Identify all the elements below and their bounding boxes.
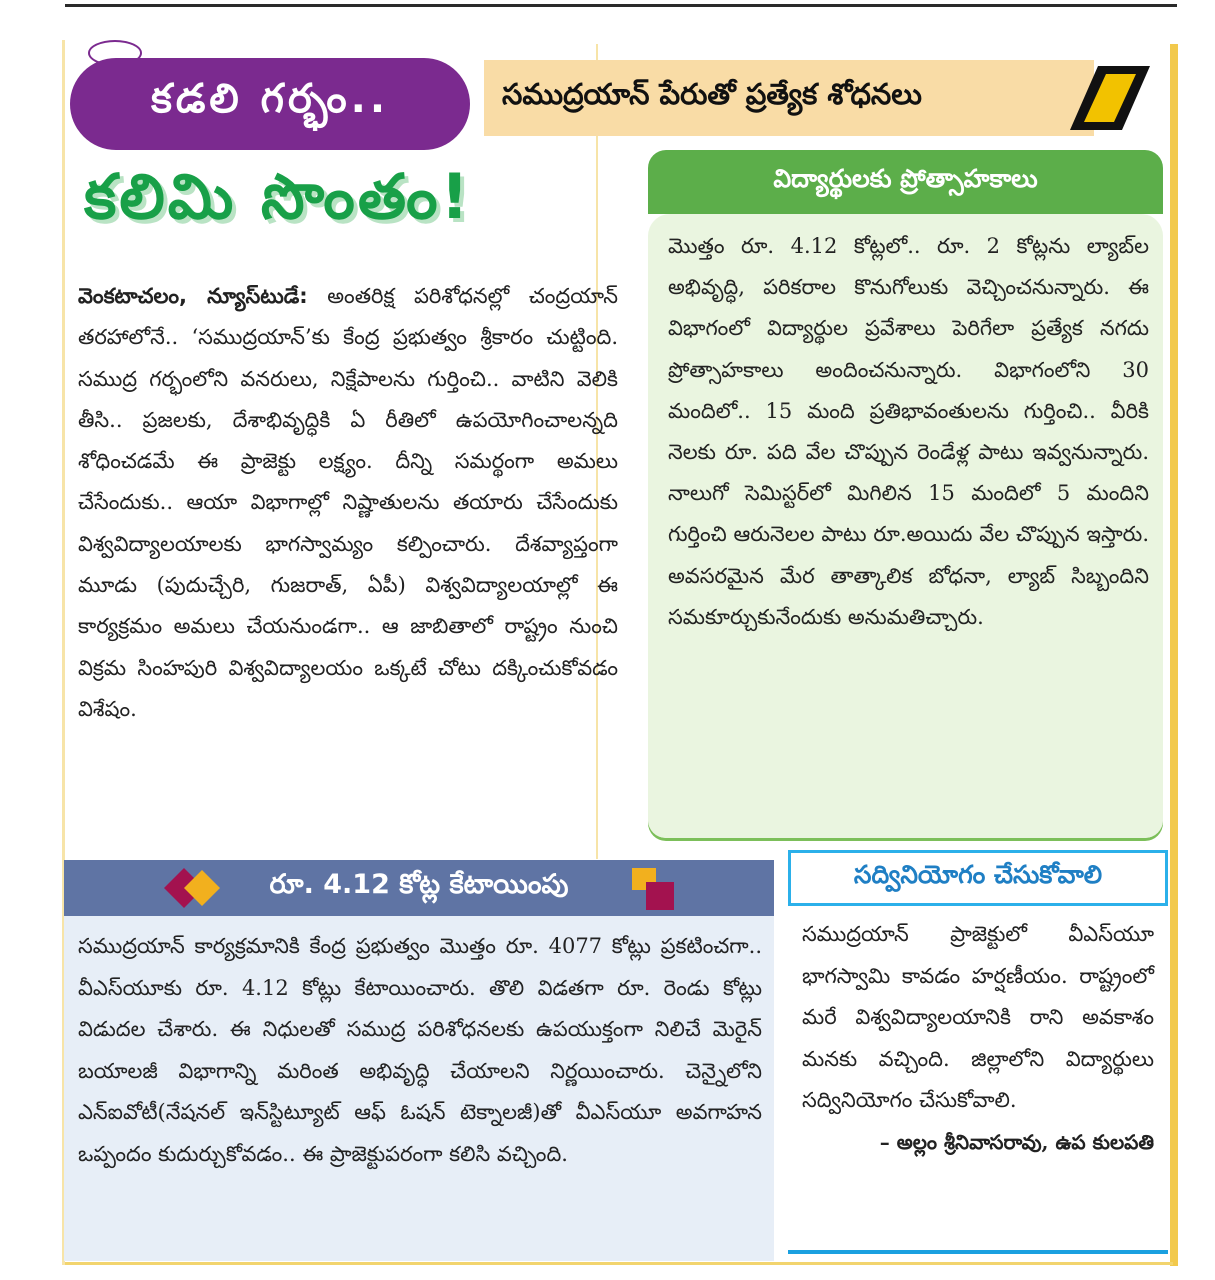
top-rule [65,4,1177,7]
diamond-decoration-icon [160,866,224,910]
quote-text [788,906,1168,1163]
headline: కలిమి సొంతం! [84,160,472,233]
bottom-rule [65,1262,1173,1265]
quote-title: సద్వినియోగం చేసుకోవాలి [788,850,1168,906]
main-story [78,276,618,730]
quote-body: సముద్రయాన్ ప్రాజెక్టులో వీఎస్‌యూ భాగస్వామి కావడం హర్షణీయం. రాష్ట్రంలో మరే విశ్వవిద్యాలయానికి రాని అవకాశం మనకు వచ్చింది. జిల్లాలోని విద్యార్థులు సద్వినియోగం చేసుకోవాలి. [802,922,1154,1112]
funding-title: రూ. 4.12 కోట్ల కేటాయింపు [64,860,774,916]
square-decoration-icon [630,866,678,912]
incentives-title: విద్యార్థులకు ప్రోత్సాహకాలు [648,150,1163,214]
quote-attribution: – అల్లం శ్రీనివాసరావు, ఉప కులపతి [879,1129,1154,1154]
story-body: అంతరిక్ష పరిశోధనల్లో చంద్రయాన్ తరహాలోనే.. ‘సముద్రయాన్’కు కేంద్ర ప్రభుత్వం శ్రీకారం చుట్టింది. సముద్ర గర్భంలోని వనరులు, నిక్షేపాలను గుర్తించి.. వాటిని వెలికి తీసి.. ప్రజలకు, దేశాభివృద్ధికి ఏ రీతిలో ఉపయోగించాలన్నది శోధించడమే ఈ ప్రాజెక్టు లక్ష్యం. దీన్ని సమర్థంగా అమలు చేసేందుకు.. ఆయా విభాగాల్లో నిష్ణాతులను తయారు చేసేందుకు విశ్వవిద్యాలయాలకు భాగస్వామ్యం కల్పించారు. దేశవ్యాప్తంగా మూడు (పుదుచ్చేరి, గుజరాత్, ఏపీ) విశ్వవిద్యాలయాల్లో ఈ కార్యక్రమం అమలు చేయనుండగా.. ఆ జాబితాలో రాష్ట్రం నుంచి విక్రమ సింహపురి విశ్వవిద్యాలయం ఒక్కటే చోటు దక్కించుకోవడం విశేషం. [78,284,618,721]
incentives-box [648,150,1163,838]
quote-box [788,850,1168,1254]
incentives-body: మొత్తం రూ. 4.12 కోట్లలో.. రూ. 2 కోట్లను ల్యాబ్‌ల అభివృద్ధి, పరికరాల కొనుగోలుకు వెచ్చించనున్నారు. ఈ విభాగంలో విద్యార్థుల ప్రవేశాలు పెరిగేలా ప్రత్యేక నగదు ప్రోత్సాహకాలు అందించనున్నారు. విభాగంలోని 30 మందిలో.. 15 మంది ప్రతిభావంతులను గుర్తించి.. వీరికి నెలకు రూ. పది వేల చొప్పున రెండేళ్ల పాటు ఇవ్వనున్నారు. నాలుగో సెమిస్టర్‌లో మిగిలిన 15 మందిలో 5 మందిని గుర్తించి ఆరునెలల పాటు రూ.అయిదు వేల చొప్పున ఇస్తారు. అవసరమైన మేర తాత్కాలిక బోధనా, ల్యాబ్ సిబ్బందిని సమకూర్చుకునేందుకు అనుమతిచ్చారు. [648,214,1163,838]
dateline: వెంకటాచలం, న్యూస్‌టుడే: [78,284,308,308]
kicker-label: కడలి గర్భం.. [70,58,470,150]
funding-body: సముద్రయాన్ కార్యక్రమానికి కేంద్ర ప్రభుత్వం మొత్తం రూ. 4077 కోట్లు ప్రకటించగా.. వీఎస్‌యూకు రూ. 4.12 కోట్లు కేటాయించారు. తొలి విడతగా రూ. రెండు కోట్లు విడుదల చేశారు. ఈ నిధులతో సముద్ర పరిశోధనలకు ఉపయుక్తంగా నిలిచే మెరైన్ బయాలజీ విభాగాన్ని మరింత అభివృద్ధి చేయాలని నిర్ణయించారు. చెన్నైలోని ఎన్ఐవోటీ(నేషనల్ ఇన్‌స్టిట్యూట్ ఆఫ్ ఓషన్ టెక్నాలజీ)తో వీఎస్‌యూ అవగాహన ఒప్పందం కుదుర్చుకోవడం.. ఈ ప్రాజెక్టుపరంగా కలిసి వచ్చింది. [64,916,774,1261]
right-border [1170,44,1178,1266]
subheading: సముద్రయాన్ పేరుతో ప్రత్యేక శోధనలు [484,60,1094,136]
slash-decoration-icon [1070,62,1150,134]
